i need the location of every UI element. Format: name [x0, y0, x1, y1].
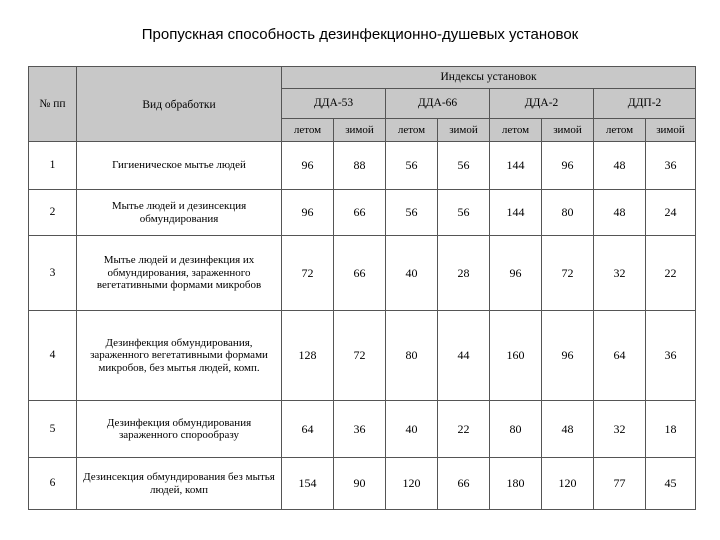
- cell-value: 66: [334, 190, 386, 236]
- cell-value: 96: [282, 142, 334, 190]
- header-season: летом: [282, 119, 334, 142]
- table-row: [29, 401, 696, 458]
- row-num: 3: [29, 236, 77, 311]
- cell-value: 144: [490, 190, 542, 236]
- row-num: 6: [29, 458, 77, 510]
- header-group: Индексы установок: [282, 67, 696, 89]
- row-type: Мытье людей и дезинфекция их обмундирования, зараженного вегетативными формами микробов: [77, 236, 282, 311]
- table-row: [29, 458, 696, 510]
- header-type: Вид обработки: [77, 67, 282, 142]
- cell-value: 96: [282, 190, 334, 236]
- cell-value: 56: [438, 190, 490, 236]
- row-type: Мытье людей и дезинсекция обмундирования: [77, 190, 282, 236]
- cell-value: 160: [490, 311, 542, 401]
- cell-value: 120: [542, 458, 594, 510]
- cell-value: 154: [282, 458, 334, 510]
- cell-value: 96: [542, 311, 594, 401]
- cell-value: 36: [646, 142, 696, 190]
- cell-value: 66: [438, 458, 490, 510]
- cell-value: 40: [386, 236, 438, 311]
- header-unit-dda2: ДДА-2: [490, 89, 594, 119]
- cell-value: 36: [646, 311, 696, 401]
- cell-value: 180: [490, 458, 542, 510]
- cell-value: 44: [438, 311, 490, 401]
- header-unit-ddp2: ДДП-2: [594, 89, 696, 119]
- cell-value: 144: [490, 142, 542, 190]
- cell-value: 72: [334, 311, 386, 401]
- header-season: зимой: [438, 119, 490, 142]
- header-season: зимой: [542, 119, 594, 142]
- capacity-table: [28, 66, 696, 510]
- cell-value: 77: [594, 458, 646, 510]
- row-type: Дезинфекция обмундирования, зараженного вегетативными формами микробов, без мытья людей, комп.: [77, 311, 282, 401]
- cell-value: 72: [542, 236, 594, 311]
- cell-value: 36: [334, 401, 386, 458]
- cell-value: 56: [386, 190, 438, 236]
- cell-value: 72: [282, 236, 334, 311]
- page-title: Пропускная способность дезинфекционно-душевых установок: [141, 26, 579, 43]
- cell-value: 96: [490, 236, 542, 311]
- header-unit-dda66: ДДА-66: [386, 89, 490, 119]
- cell-value: 90: [334, 458, 386, 510]
- cell-value: 22: [646, 236, 696, 311]
- cell-value: 88: [334, 142, 386, 190]
- table-row: [29, 236, 696, 311]
- row-type: Гигиеническое мытье людей: [77, 142, 282, 190]
- cell-value: 48: [594, 190, 646, 236]
- header-unit-dda53: ДДА-53: [282, 89, 386, 119]
- cell-value: 80: [542, 190, 594, 236]
- row-type: Дезинсекция обмундирования без мытья людей, комп: [77, 458, 282, 510]
- header-season: летом: [490, 119, 542, 142]
- table-row: [29, 142, 696, 190]
- row-num: 2: [29, 190, 77, 236]
- cell-value: 45: [646, 458, 696, 510]
- cell-value: 18: [646, 401, 696, 458]
- row-num: 4: [29, 311, 77, 401]
- cell-value: 22: [438, 401, 490, 458]
- table-row: [29, 311, 696, 401]
- row-num: 1: [29, 142, 77, 190]
- cell-value: 28: [438, 236, 490, 311]
- cell-value: 128: [282, 311, 334, 401]
- table-row: [29, 190, 696, 236]
- cell-value: 120: [386, 458, 438, 510]
- row-num: 5: [29, 401, 77, 458]
- cell-value: 80: [490, 401, 542, 458]
- header-num: № пп: [29, 67, 77, 142]
- header-season: зимой: [646, 119, 696, 142]
- table-container: [28, 66, 696, 510]
- cell-value: 24: [646, 190, 696, 236]
- cell-value: 56: [438, 142, 490, 190]
- cell-value: 40: [386, 401, 438, 458]
- cell-value: 32: [594, 236, 646, 311]
- cell-value: 66: [334, 236, 386, 311]
- header-season: летом: [386, 119, 438, 142]
- cell-value: 48: [594, 142, 646, 190]
- cell-value: 96: [542, 142, 594, 190]
- cell-value: 64: [594, 311, 646, 401]
- cell-value: 64: [282, 401, 334, 458]
- cell-value: 32: [594, 401, 646, 458]
- header-season: зимой: [334, 119, 386, 142]
- cell-value: 80: [386, 311, 438, 401]
- header-season: летом: [594, 119, 646, 142]
- cell-value: 48: [542, 401, 594, 458]
- cell-value: 56: [386, 142, 438, 190]
- row-type: Дезинфекция обмундирования зараженного спорообразу: [77, 401, 282, 458]
